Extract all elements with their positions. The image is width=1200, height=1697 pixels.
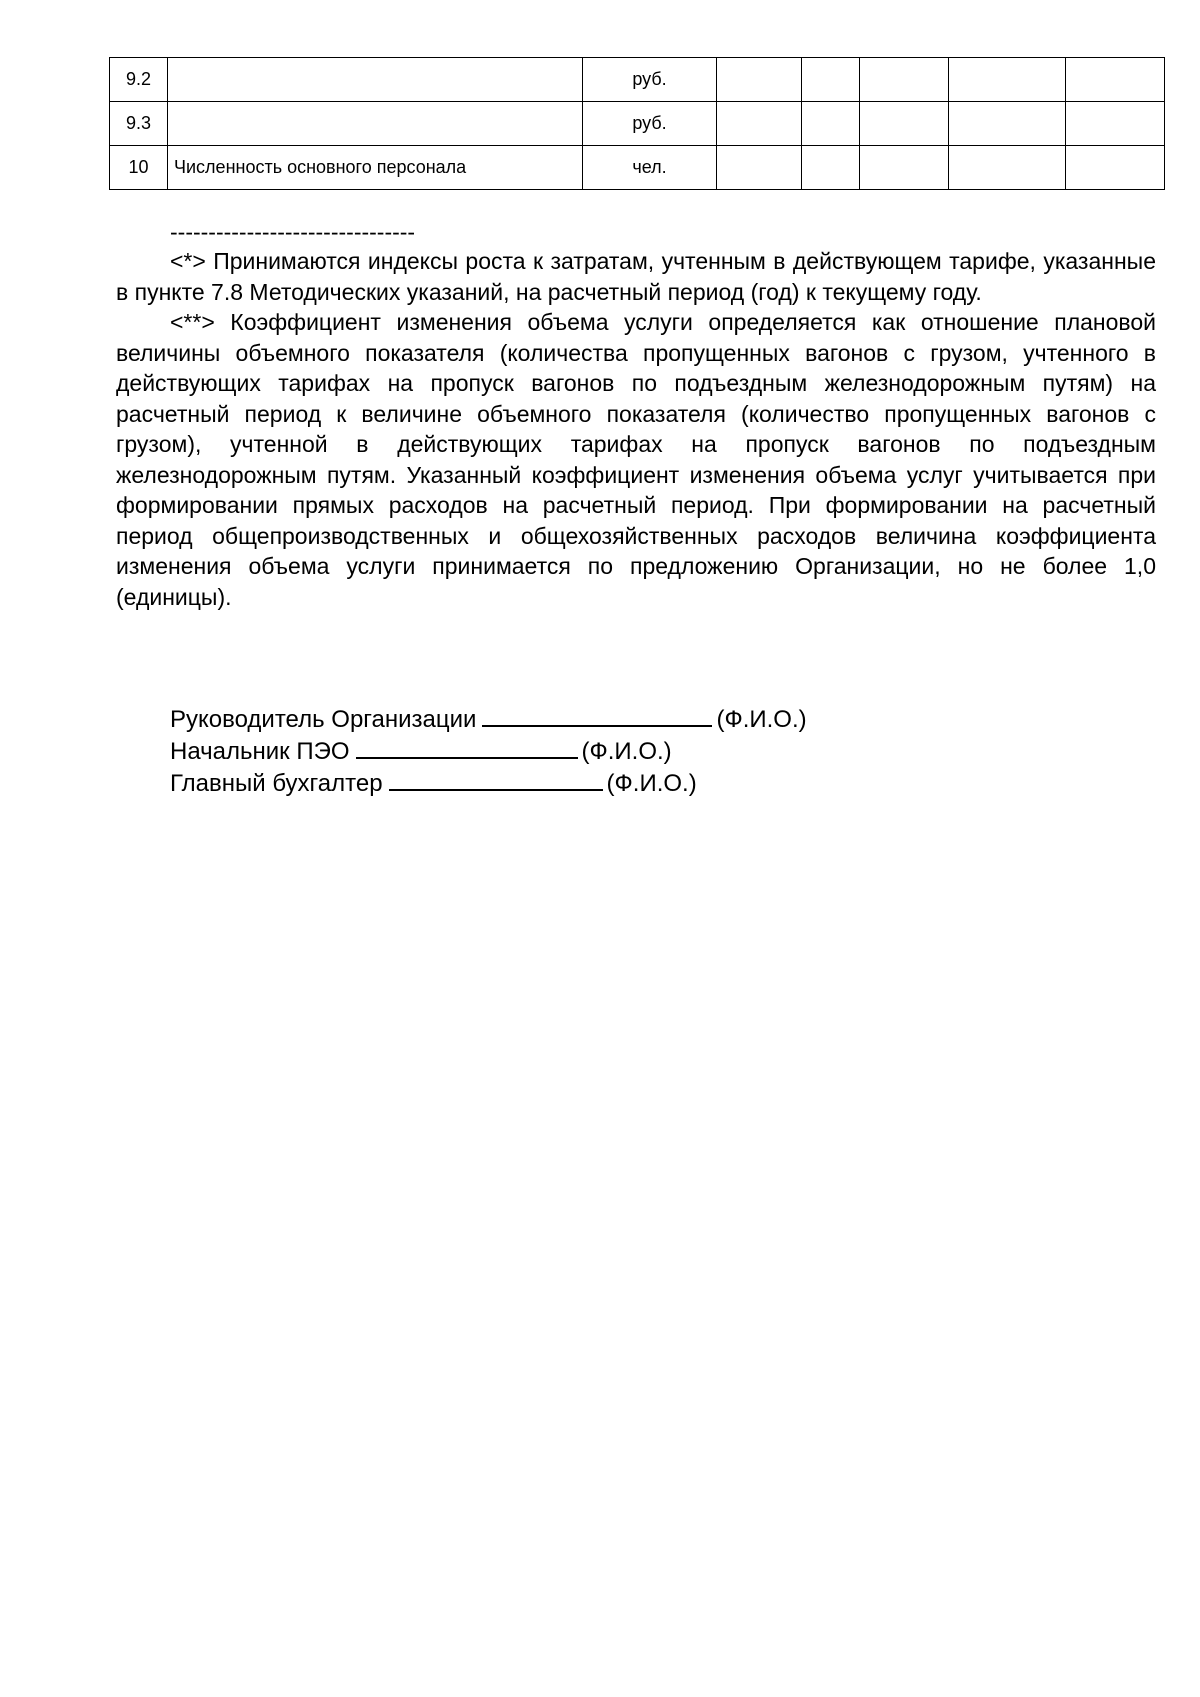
- signature-label: Начальник ПЭО: [170, 738, 350, 765]
- row-number: 9.2: [110, 58, 168, 102]
- footnote-growth-index: <*> Принимаются индексы роста к затратам, учтенным в действующем тарифе, указанные в пункте 7.8 Методических указаний, на расчетный период (год) к текущему году.: [116, 248, 1156, 305]
- signature-block: [170, 703, 807, 799]
- signature-line-peo-head: [170, 735, 807, 767]
- row-cell: [949, 58, 1066, 102]
- row-name: [168, 58, 583, 102]
- footnotes: [116, 220, 1156, 612]
- row-cell: [860, 102, 949, 146]
- signature-blank: [482, 703, 712, 727]
- footnote-volume-coefficient: <**> Коэффициент изменения объема услуги определяется как отношение плановой величины объемного показателя (количества пропущенных вагонов с грузом, учтенного в действующих тарифах на пропуск вагонов по подъездным железнодорожным путям) на расчетный период к величине объемного показателя (количество пропущенных вагонов с грузом), учтенной в действующих тарифах на пропуск вагонов по подъездным железнодорожным путям. Указанный коэффициент изменения объема услуг учитывается при формировании прямых расходов на расчетный период. При формировании на расчетный период общепроизводственных и общехозяйственных расходов величина коэффициента изменения объема услуги принимается по предложению Организации, но не более 1,0 (единицы).: [116, 309, 1156, 610]
- signature-label: Главный бухгалтер: [170, 770, 383, 797]
- row-cell: [860, 58, 949, 102]
- row-unit: чел.: [583, 146, 717, 190]
- row-cell: [717, 58, 802, 102]
- footnote-separator: --------------------------------: [170, 219, 416, 245]
- row-cell: [860, 146, 949, 190]
- signature-suffix: (Ф.И.О.): [606, 770, 697, 797]
- row-cell: [949, 102, 1066, 146]
- row-cell: [802, 146, 860, 190]
- table-row: [110, 102, 1165, 146]
- indicators-table: [109, 57, 1165, 190]
- signature-line-accountant: [170, 767, 807, 799]
- row-cell: [1066, 102, 1165, 146]
- row-cell: [949, 146, 1066, 190]
- row-cell: [717, 102, 802, 146]
- row-unit: руб.: [583, 102, 717, 146]
- row-cell: [802, 58, 860, 102]
- row-cell: [1066, 58, 1165, 102]
- row-name: [168, 102, 583, 146]
- row-name: Численность основного персонала: [168, 146, 583, 190]
- row-number: 9.3: [110, 102, 168, 146]
- row-cell: [717, 146, 802, 190]
- table-row: [110, 146, 1165, 190]
- row-unit: руб.: [583, 58, 717, 102]
- row-cell: [1066, 146, 1165, 190]
- row-cell: [802, 102, 860, 146]
- signature-blank: [389, 767, 603, 791]
- signature-suffix: (Ф.И.О.): [581, 738, 672, 765]
- row-number: 10: [110, 146, 168, 190]
- signature-blank: [356, 735, 578, 759]
- signature-suffix: (Ф.И.О.): [716, 706, 807, 733]
- signature-label: Руководитель Организации: [170, 706, 477, 733]
- signature-line-director: [170, 703, 807, 735]
- data-table-container: [109, 57, 1164, 190]
- table-row: [110, 58, 1165, 102]
